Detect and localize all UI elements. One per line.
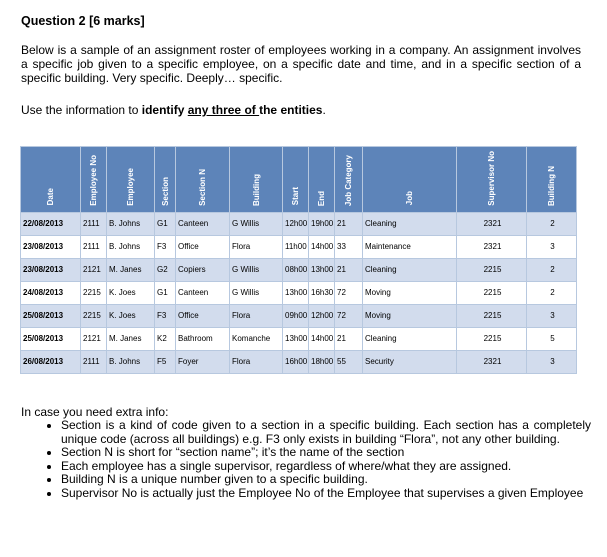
cell-employee-no: 2111: [81, 350, 107, 373]
instruction-suffix: .: [322, 103, 326, 117]
instruction-prefix: Use the information to: [21, 103, 142, 117]
cell-job-category: 72: [335, 281, 363, 304]
cell-job: Security: [363, 350, 457, 373]
extra-info-list: [47, 419, 591, 501]
cell-start: 13h00: [283, 327, 309, 350]
cell-employee: K. Joes: [107, 304, 155, 327]
cell-date: 22/08/2013: [21, 212, 81, 235]
cell-building: Flora: [230, 304, 283, 327]
header-end: End: [309, 147, 335, 213]
list-item: • Building N is a unique number given to a specific building.: [61, 473, 591, 487]
cell-employee-no: 2215: [81, 281, 107, 304]
intro-paragraph: Below is a sample of an assignment roster of employees working in a company. An assignment involves a specific job given to a specific employee, on a specific date and time, and in a specific section of a specific building. Very specific. Deeply… specific.: [21, 43, 581, 85]
cell-date: 26/08/2013: [21, 350, 81, 373]
cell-section: G1: [155, 281, 176, 304]
cell-section-n: Canteen: [176, 212, 230, 235]
table-row: [21, 212, 577, 235]
cell-end: 18h00: [309, 350, 335, 373]
cell-start: 09h00: [283, 304, 309, 327]
cell-end: 19h00: [309, 212, 335, 235]
question-title: Question 2 [6 marks]: [21, 14, 145, 28]
cell-end: 13h00: [309, 258, 335, 281]
cell-supervisor-no: 2215: [457, 258, 527, 281]
header-date: Date: [21, 147, 81, 213]
list-item: • Each employee has a single supervisor, regardless of where/what they are assigned.: [61, 460, 591, 474]
header-job-category: Job Category: [335, 147, 363, 213]
table-row: [21, 235, 577, 258]
cell-start: 16h00: [283, 350, 309, 373]
table-row: [21, 327, 577, 350]
cell-section-n: Copiers: [176, 258, 230, 281]
list-item: • Section N is short for “section name”; it’s the name of the section: [61, 446, 591, 460]
cell-start: 11h00: [283, 235, 309, 258]
cell-end: 12h00: [309, 304, 335, 327]
cell-start: 12h00: [283, 212, 309, 235]
cell-supervisor-no: 2321: [457, 212, 527, 235]
cell-section-n: Bathroom: [176, 327, 230, 350]
cell-section-n: Office: [176, 235, 230, 258]
cell-job-category: 55: [335, 350, 363, 373]
cell-employee: M. Janes: [107, 258, 155, 281]
cell-building: G Willis: [230, 212, 283, 235]
cell-date: 23/08/2013: [21, 258, 81, 281]
header-job: Job: [363, 147, 457, 213]
cell-building-n: 3: [527, 304, 577, 327]
cell-employee: B. Johns: [107, 235, 155, 258]
instruction-underlined: any three of: [187, 103, 260, 117]
cell-job: Moving: [363, 281, 457, 304]
cell-job-category: 21: [335, 327, 363, 350]
cell-section: G2: [155, 258, 176, 281]
cell-employee: B. Johns: [107, 212, 155, 235]
cell-section-n: Canteen: [176, 281, 230, 304]
header-supervisor-no: Supervisor No: [457, 147, 527, 213]
cell-building-n: 2: [527, 212, 577, 235]
cell-building-n: 5: [527, 327, 577, 350]
list-item: • Supervisor No is actually just the Employee No of the Employee that supervises a given Employee: [61, 487, 591, 501]
cell-job: Cleaning: [363, 327, 457, 350]
header-section-n: Section N: [176, 147, 230, 213]
extra-info-title: In case you need extra info:: [21, 405, 169, 419]
cell-date: 23/08/2013: [21, 235, 81, 258]
cell-date: 24/08/2013: [21, 281, 81, 304]
cell-building-n: 3: [527, 350, 577, 373]
cell-employee-no: 2121: [81, 327, 107, 350]
cell-building-n: 2: [527, 258, 577, 281]
table-row: [21, 304, 577, 327]
instruction-bold-identify: identify: [141, 103, 188, 117]
cell-job: Maintenance: [363, 235, 457, 258]
cell-section: F3: [155, 304, 176, 327]
cell-employee-no: 2111: [81, 235, 107, 258]
table-row: [21, 281, 577, 304]
instruction-bold-entities: the entities: [259, 103, 323, 117]
header-building-n: Building N: [527, 147, 577, 213]
cell-job: Cleaning: [363, 258, 457, 281]
cell-supervisor-no: 2215: [457, 327, 527, 350]
cell-date: 25/08/2013: [21, 327, 81, 350]
cell-job-category: 21: [335, 258, 363, 281]
header-building: Building: [230, 147, 283, 213]
header-section: Section: [155, 147, 176, 213]
cell-building-n: 2: [527, 281, 577, 304]
cell-section-n: Office: [176, 304, 230, 327]
cell-building: Komanche: [230, 327, 283, 350]
cell-section: G1: [155, 212, 176, 235]
cell-supervisor-no: 2321: [457, 350, 527, 373]
assignment-roster-table: [20, 146, 577, 374]
cell-supervisor-no: 2215: [457, 304, 527, 327]
cell-job: Moving: [363, 304, 457, 327]
instruction-line: [21, 103, 326, 117]
table-row: [21, 258, 577, 281]
cell-section: K2: [155, 327, 176, 350]
cell-job-category: 21: [335, 212, 363, 235]
list-item: • Section is a kind of code given to a section in a specific building. Each section has a completely unique code (across all buildings) e.g. F3 only exists in building “Flora”, not any other building.: [61, 419, 591, 446]
cell-building: G Willis: [230, 281, 283, 304]
cell-employee: M. Janes: [107, 327, 155, 350]
table-header-row: [21, 147, 577, 213]
cell-building-n: 3: [527, 235, 577, 258]
cell-employee-no: 2215: [81, 304, 107, 327]
cell-end: 14h00: [309, 327, 335, 350]
header-employee-no: Employee No: [81, 147, 107, 213]
cell-job-category: 72: [335, 304, 363, 327]
cell-start: 13h00: [283, 281, 309, 304]
cell-building: G Willis: [230, 258, 283, 281]
cell-employee-no: 2111: [81, 212, 107, 235]
cell-section-n: Foyer: [176, 350, 230, 373]
cell-end: 14h00: [309, 235, 335, 258]
cell-building: Flora: [230, 235, 283, 258]
cell-supervisor-no: 2215: [457, 281, 527, 304]
header-start: Start: [283, 147, 309, 213]
cell-start: 08h00: [283, 258, 309, 281]
cell-date: 25/08/2013: [21, 304, 81, 327]
cell-section: F5: [155, 350, 176, 373]
cell-end: 16h30: [309, 281, 335, 304]
cell-section: F3: [155, 235, 176, 258]
cell-employee: K. Joes: [107, 281, 155, 304]
cell-job: Cleaning: [363, 212, 457, 235]
header-employee: Employee: [107, 147, 155, 213]
cell-supervisor-no: 2321: [457, 235, 527, 258]
cell-employee: B. Johns: [107, 350, 155, 373]
table-row: [21, 350, 577, 373]
cell-employee-no: 2121: [81, 258, 107, 281]
cell-building: Flora: [230, 350, 283, 373]
cell-job-category: 33: [335, 235, 363, 258]
